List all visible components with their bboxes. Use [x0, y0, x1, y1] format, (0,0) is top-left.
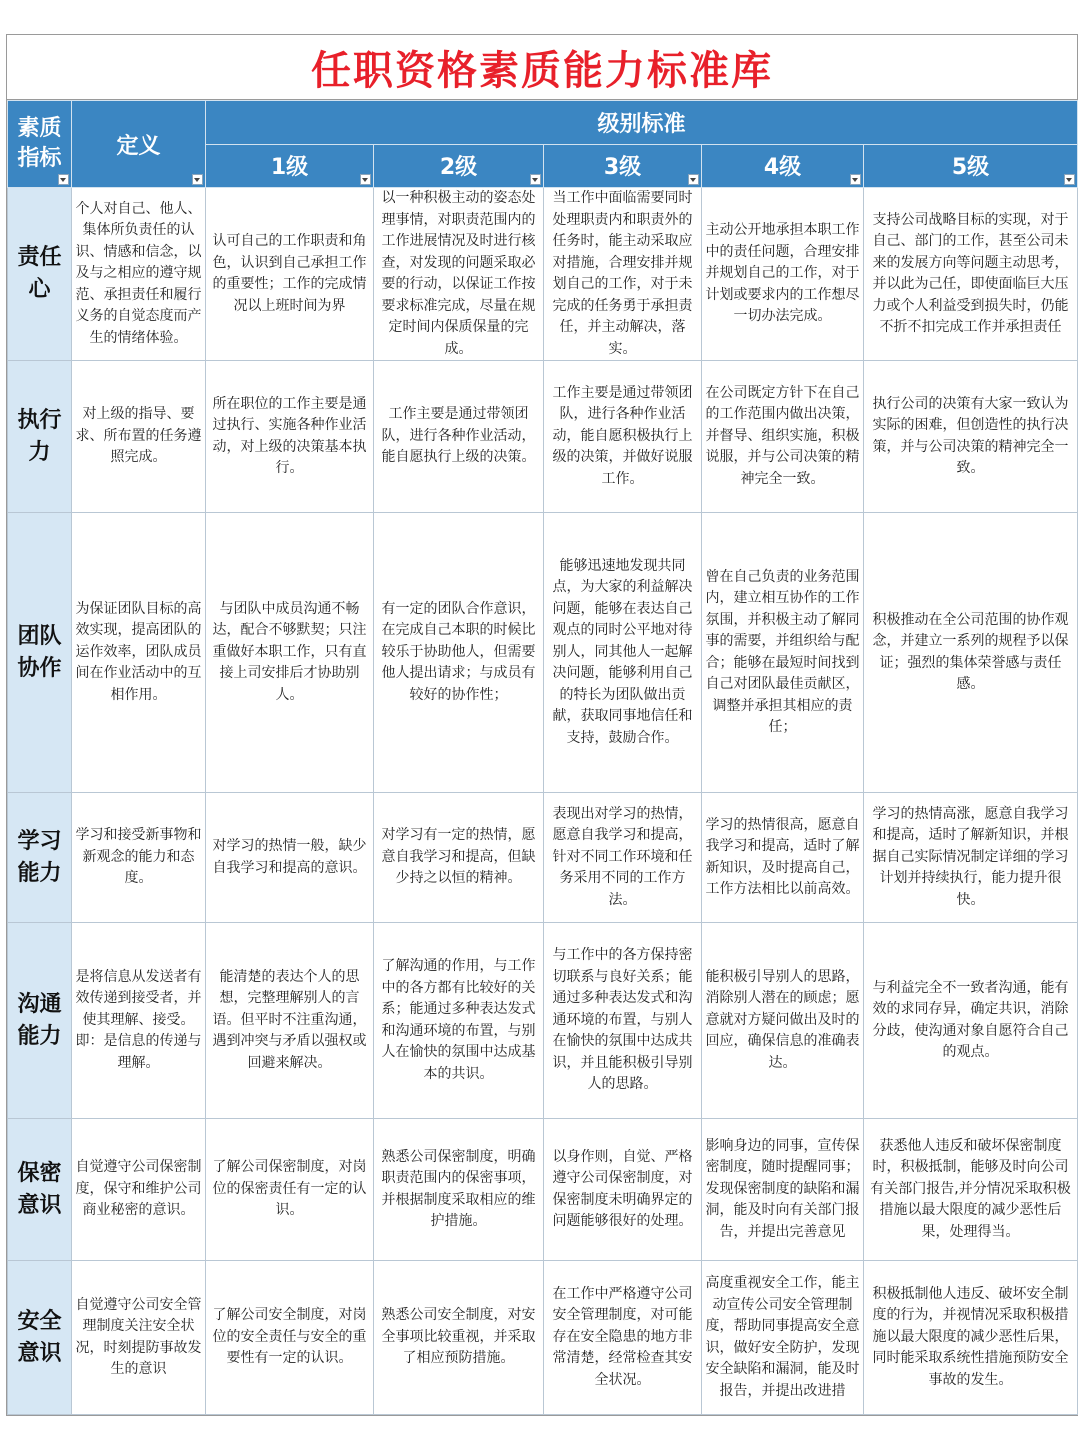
header-definition [72, 101, 206, 188]
filter-dropdown-icon[interactable] [1064, 174, 1075, 185]
filter-dropdown-icon[interactable] [850, 174, 861, 185]
table-row [8, 1261, 1078, 1415]
level-cell[interactable]: 能清楚的表达个人的思想，完整理解别人的言语。但平时不注重沟通，遇到冲突与矛盾以强权或回避来解决。 [206, 923, 374, 1119]
header-level-standard: 级别标准 [206, 101, 1078, 145]
level-cell[interactable]: 与利益完全不一致者沟通，能有效的求同存异，确定共识，消除分歧，使沟通对象自愿符合自己的观点。 [864, 923, 1078, 1119]
indicator-cell[interactable]: 保密意识 [8, 1119, 72, 1261]
level-cell[interactable]: 当工作中面临需要同时处理职责内和职责外的任务时，能主动采取应对措施，合理安排并规划自己的工作，对于未完成的任务勇于承担责任，并主动解决，落实。 [544, 188, 702, 361]
table-row [8, 1119, 1078, 1261]
definition-cell[interactable]: 是将信息从发送者有效传递到接受者，并使其理解、接受。即：是信息的传递与理解。 [72, 923, 206, 1119]
spreadsheet [6, 34, 1078, 1416]
level-cell[interactable]: 所在职位的工作主要是通过执行、实施各种作业活动，对上级的决策基本执行。 [206, 361, 374, 513]
level-cell[interactable]: 曾在自己负责的业务范围内，建立相互协作的工作氛围，并积极主动了解同事的需要，并组织给与配合；能够在最短时间找到自己对团队最佳贡献区，调整并承担其相应的责任； [702, 513, 864, 793]
level-cell[interactable]: 能够迅速地发现共同点，为大家的利益解决问题，能够在表达自己观点的同时公平地对待别人，同其他人一起解决问题，能够利用自己的特长为团队做出贡献，获取同事地信任和支持，鼓励合作。 [544, 513, 702, 793]
level-cell[interactable]: 工作主要是通过带领团队，进行各种作业活动，能自愿积极执行上级的决策，并做好说服工作。 [544, 361, 702, 513]
level-cell[interactable]: 积极抵制他人违反、破坏安全制度的行为，并视情况采取积极措施以最大限度的减少恶性后果，同时能采取系统性措施预防安全事故的发生。 [864, 1261, 1078, 1415]
level-cell[interactable]: 支持公司战略目标的实现，对于自己、部门的工作，甚至公司未来的发展方向等问题主动思考，并以此为己任，即使面临巨大压力或个人利益受到损失时，仍能不折不扣完成工作并承担责任 [864, 188, 1078, 361]
level-cell[interactable]: 与团队中成员沟通不畅达，配合不够默契；只注重做好本职工作，只有直接上司安排后才协助别人。 [206, 513, 374, 793]
table-row [8, 361, 1078, 513]
definition-cell[interactable]: 个人对自己、他人、集体所负责任的认识、情感和信念，以及与之相应的遵守规范、承担责任和履行义务的自觉态度而产生的情绪体验。 [72, 188, 206, 361]
level-cell[interactable]: 获悉他人违反和破坏保密制度时，积极抵制，能够及时向公司有关部门报告,并分情况采取积极措施以最大限度的减少恶性后果，处理得当。 [864, 1119, 1078, 1261]
indicator-cell[interactable]: 责任心 [8, 188, 72, 361]
header-indicator-label: 素质指标 [17, 116, 62, 171]
header-definition-label: 定义 [116, 133, 161, 159]
level-cell[interactable]: 以身作则，自觉、严格遵守公司保密制度，对保密制度未明确界定的问题能够很好的处理。 [544, 1119, 702, 1261]
level-cell[interactable]: 在公司既定方针下在自己的工作范围内做出决策，并督导、组织实施，积极说服，并与公司决策的精神完全一致。 [702, 361, 864, 513]
indicator-cell[interactable]: 团队协作 [8, 513, 72, 793]
level-cell[interactable]: 以一种积极主动的姿态处理事情，对职责范围内的工作进展情况及时进行核查，对发现的问题采取必要的行动，以保证工作按要求标准完成，尽量在规定时间内保质保量的完成。 [374, 188, 544, 361]
level-cell[interactable]: 熟悉公司安全制度，对安全事项比较重视，并采取了相应预防措施。 [374, 1261, 544, 1415]
level-cell[interactable]: 了解公司保密制度，对岗位的保密责任有一定的认识。 [206, 1119, 374, 1261]
header-level-label: 3级 [603, 155, 642, 181]
definition-cell[interactable]: 为保证团队目标的高效实现，提高团队的运作效率，团队成员间在作业活动中的互相作用。 [72, 513, 206, 793]
header-level-3 [544, 144, 702, 188]
indicator-cell[interactable]: 学习能力 [8, 793, 72, 923]
table-row [8, 513, 1078, 793]
indicator-cell[interactable]: 执行力 [8, 361, 72, 513]
level-cell[interactable]: 高度重视安全工作，能主动宣传公司安全管理制度，帮助同事提高安全意识，做好安全防护，发现安全缺陷和漏洞，能及时报告，并提出改进措 [702, 1261, 864, 1415]
filter-dropdown-icon[interactable] [530, 174, 541, 185]
header-level-label: 5级 [951, 155, 990, 181]
level-cell[interactable]: 对学习有一定的热情，愿意自我学习和提高，但缺少持之以恒的精神。 [374, 793, 544, 923]
page-title: 任职资格素质能力标准库 [311, 47, 773, 94]
level-cell[interactable]: 认可自己的工作职责和角色，认识到自己承担工作的重要性；工作的完成情况以上班时间为界 [206, 188, 374, 361]
header-level-label: 4级 [763, 155, 802, 181]
indicator-cell[interactable]: 沟通能力 [8, 923, 72, 1119]
level-cell[interactable]: 了解公司安全制度，对岗位的安全责任与安全的重要性有一定的认识。 [206, 1261, 374, 1415]
competency-table [7, 100, 1078, 1415]
level-cell[interactable]: 主动公开地承担本职工作中的责任问题，合理安排并规划自己的工作，对于计划或要求内的工作想尽一切办法完成。 [702, 188, 864, 361]
table-row [8, 793, 1078, 923]
level-cell[interactable]: 熟悉公司保密制度，明确职责范围内的保密事项，并根据制度采取相应的维护措施。 [374, 1119, 544, 1261]
filter-dropdown-icon[interactable] [192, 174, 203, 185]
definition-cell[interactable]: 学习和接受新事物和新观念的能力和态度。 [72, 793, 206, 923]
level-cell[interactable]: 工作主要是通过带领团队，进行各种作业活动，能自愿执行上级的决策。 [374, 361, 544, 513]
filter-dropdown-icon[interactable] [360, 174, 371, 185]
definition-cell[interactable]: 自觉遵守公司保密制度，保守和维护公司商业秘密的意识。 [72, 1119, 206, 1261]
level-cell[interactable]: 表现出对学习的热情，愿意自我学习和提高，针对不同工作环境和任务采用不同的工作方法。 [544, 793, 702, 923]
level-cell[interactable]: 对学习的热情一般，缺少自我学习和提高的意识。 [206, 793, 374, 923]
header-level-label: 2级 [439, 155, 478, 181]
filter-dropdown-icon[interactable] [688, 174, 699, 185]
header-level-4 [702, 144, 864, 188]
level-cell[interactable]: 积极推动在全公司范围的协作观念，并建立一系列的规程予以保证；强烈的集体荣誉感与责任感。 [864, 513, 1078, 793]
header-indicator [8, 101, 72, 188]
header-level-1 [206, 144, 374, 188]
definition-cell[interactable]: 自觉遵守公司安全管理制度关注安全状况，时刻提防事故发生的意识 [72, 1261, 206, 1415]
header-level-label: 1级 [270, 155, 309, 181]
header-level-5 [864, 144, 1078, 188]
level-cell[interactable]: 了解沟通的作用，与工作中的各方都有比较好的关系；能通过多种表达发式和沟通环境的布置，与别人在愉快的氛围中达成基本的共识。 [374, 923, 544, 1119]
level-cell[interactable]: 学习的热情高涨，愿意自我学习和提高，适时了解新知识，并根据自己实际情况制定详细的学习计划并持续执行，能力提升很快。 [864, 793, 1078, 923]
level-cell[interactable]: 在工作中严格遵守公司安全管理制度，对可能存在安全隐患的地方非常清楚，经常检查其安全状况。 [544, 1261, 702, 1415]
title-row [7, 35, 1077, 100]
table-row [8, 923, 1078, 1119]
level-cell[interactable]: 影响身边的同事，宣传保密制度，随时提醒同事；发现保密制度的缺陷和漏洞，能及时向有关部门报告，并提出完善意见 [702, 1119, 864, 1261]
level-cell[interactable]: 有一定的团队合作意识，在完成自己本职的时候比较乐于协助他人，但需要他人提出请求；与成员有较好的协作性； [374, 513, 544, 793]
indicator-cell[interactable]: 安全意识 [8, 1261, 72, 1415]
level-cell[interactable]: 与工作中的各方保持密切联系与良好关系；能通过多种表达发式和沟通环境的布置，与别人在愉快的氛围中达成共识，并且能积极引导别人的思路。 [544, 923, 702, 1119]
definition-cell[interactable]: 对上级的指导、要求、所布置的任务遵照完成。 [72, 361, 206, 513]
level-cell[interactable]: 执行公司的决策有大家一致认为实际的困难，但创造性的执行决策，并与公司决策的精神完全一致。 [864, 361, 1078, 513]
header-level-2 [374, 144, 544, 188]
table-row [8, 188, 1078, 361]
filter-dropdown-icon[interactable] [58, 174, 69, 185]
level-cell[interactable]: 学习的热情很高，愿意自我学习和提高，适时了解新知识，及时提高自己，工作方法相比以前高效。 [702, 793, 864, 923]
level-cell[interactable]: 能积极引导别人的思路，消除别人潜在的顾虑；愿意就对方疑问做出及时的回应，确保信息的准确表达。 [702, 923, 864, 1119]
